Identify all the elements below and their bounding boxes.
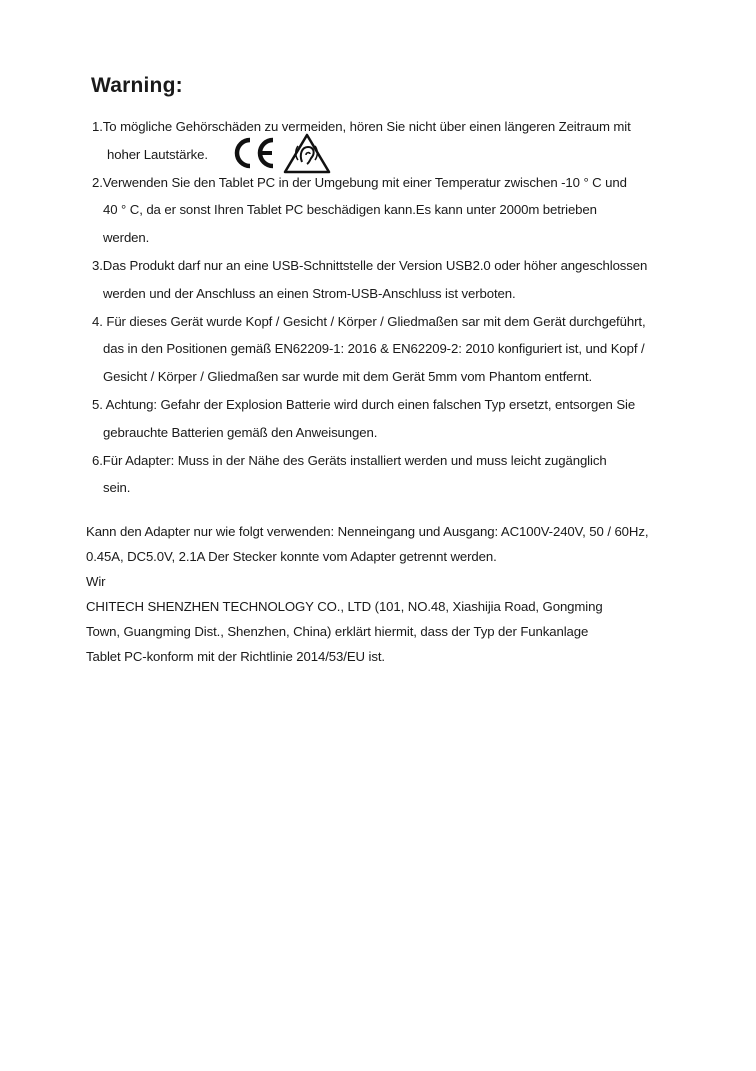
warning-title: Warning: <box>91 74 183 97</box>
declaration-line-3: Tablet PC-konform mit der Richtlinie 2014/53/EU ist. <box>86 649 385 664</box>
warning-2-line-3: werden. <box>103 230 150 245</box>
declaration-wir: Wir <box>86 574 106 589</box>
warning-6-line-1: 6.Für Adapter: Muss in der Nähe des Geräts installiert werden und muss leicht zugänglich <box>92 453 607 468</box>
warning-4-line-2: das in den Positionen gemäß EN62209-1: 2016 & EN62209-2: 2010 konfiguriert ist, und Kopf / <box>103 341 645 356</box>
ce-mark-icon <box>229 132 277 174</box>
warning-4-line-3: Gesicht / Körper / Gliedmaßen sar wurde mit dem Gerät 5mm vom Phantom entfernt. <box>103 369 593 384</box>
warning-5-line-2: gebrauchte Batterien gemäß den Anweisungen. <box>103 425 378 440</box>
warning-6-line-2: sein. <box>103 480 131 495</box>
hearing-damage-warning-icon <box>283 132 331 174</box>
warning-4-line-1: 4. Für dieses Gerät wurde Kopf / Gesicht / Körper / Gliedmaßen sar mit dem Gerät durchgeführt, <box>92 314 646 329</box>
warning-2-line-2: 40 ° C, da er sonst Ihren Tablet PC beschädigen kann.Es kann unter 2000m betrieben <box>103 202 597 217</box>
declaration-line-1: CHITECH SHENZHEN TECHNOLOGY CO., LTD (101, NO.48, Xiashijia Road, Gongming <box>86 599 603 614</box>
adapter-spec-line-1: Kann den Adapter nur wie folgt verwenden: Nenneingang und Ausgang: AC100V-240V, 50 / 60Hz, <box>86 524 649 539</box>
warning-5-line-1: 5. Achtung: Gefahr der Explosion Batterie wird durch einen falschen Typ ersetzt, entsorgen Sie <box>92 397 636 412</box>
warning-3-line-1: 3.Das Produkt darf nur an eine USB-Schnittstelle der Version USB2.0 oder höher angeschlossen <box>92 258 648 273</box>
warning-1-line-2: hoher Lautstärke. <box>107 147 208 162</box>
warning-2-line-1: 2.Verwenden Sie den Tablet PC in der Umgebung mit einer Temperatur zwischen -10 ° C und <box>92 175 627 190</box>
adapter-spec-line-2: 0.45A, DC5.0V, 2.1A Der Stecker konnte vom Adapter getrennt werden. <box>86 549 497 564</box>
declaration-line-2: Town, Guangming Dist., Shenzhen, China) erklärt hiermit, dass der Typ der Funkanlage <box>86 624 589 639</box>
warning-1-line-1: 1.To mögliche Gehörschäden zu vermeiden, hören Sie nicht über einen längeren Zeitraum mit <box>92 119 631 134</box>
warning-3-line-2: werden und der Anschluss an einen Strom-USB-Anschluss ist verboten. <box>103 286 516 301</box>
